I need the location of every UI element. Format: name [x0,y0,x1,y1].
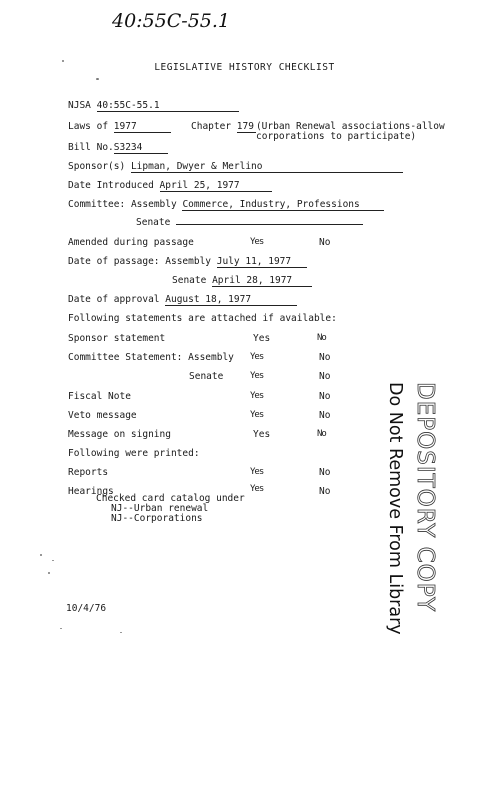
sponsors-value: Lipman, Dwyer & Merlino [131,162,403,173]
message-on-signing-yes: Yes [253,429,271,440]
message-on-signing-label: Message on signing [68,429,171,440]
veto-message-yes: Yes [250,410,264,420]
chapter-description: (Urban Renewal associations-allow [255,121,445,132]
njsa-row [68,101,239,112]
scan-speck [120,632,122,633]
committee-statement-assembly-no: No [319,352,331,363]
amended-label: Amended during passage [68,237,194,248]
following-attached-heading: Following statements are attached if available: [68,313,337,324]
date-introduced-row [68,181,272,192]
passage-assembly-label: Assembly [165,256,212,267]
date-introduced-value: April 25, 1977 [160,181,272,192]
passage-label: Date of passage: [68,256,160,267]
committee-assembly-value: Commerce, Industry, Professions [182,200,384,211]
passage-senate-value: April 28, 1977 [212,276,312,287]
scan-speck [52,560,54,561]
approval-label: Date of approval [68,294,160,305]
handwritten-citation: 40:55C-55.1 [112,10,231,32]
chapter-number: 179 [236,121,254,132]
reports-label: Reports [68,467,109,478]
committee-statement-senate-yes: Yes [250,371,264,381]
njsa-label: NJSA [68,100,91,111]
bill-row [68,143,168,154]
scan-speck [60,628,62,629]
chapter-description-2: corporations to participate) [256,131,417,142]
document-title: LEGISLATIVE HISTORY CHECKLIST [154,62,335,73]
sponsors-label: Sponsor(s) [68,161,126,172]
hearings-no: No [319,486,331,497]
sponsor-statement-yes: Yes [253,333,271,344]
committee-statement-senate-no: No [319,371,331,382]
amended-no: No [319,237,331,248]
catalog-note-line-3: NJ--Corporations [111,513,203,524]
committee-statement-label: Committee Statement: [68,352,183,363]
committee-statement-assembly-label: Assembly [188,352,234,363]
committee-statement-assembly-yes: Yes [250,352,264,362]
laws-of-row [68,122,171,133]
following-printed-heading: Following were printed: [68,448,200,459]
committee-label: Committee: [68,199,126,210]
approval-row [68,295,297,306]
committee-assembly-label: Assembly [130,199,177,210]
catalog-note-line-1: Checked card catalog under [96,493,245,504]
date-introduced-label: Date Introduced [68,180,154,191]
footer-date: 10/4/76 [66,603,107,614]
scan-speck [48,572,50,574]
committee-senate-row [136,218,363,228]
laws-of-label: Laws of [68,121,109,132]
sponsor-statement-label: Sponsor statement [68,333,166,344]
reports-yes: Yes [250,467,264,477]
laws-of-value: 1977 [114,122,171,133]
committee-assembly-row [68,200,384,211]
committee-senate-label: Senate [136,217,171,228]
passage-senate-row [172,276,312,287]
fiscal-note-no: No [319,391,331,402]
fiscal-note-yes: Yes [250,391,264,401]
message-on-signing-no: No [317,429,326,439]
veto-message-no: No [319,410,331,421]
scan-speck [96,78,99,80]
depository-copy-stamp: DEPOSITORY COPY [412,382,438,613]
bill-label: Bill No. [68,142,114,153]
sponsor-statement-no: No [317,333,326,343]
passage-assembly-value: July 11, 1977 [217,257,307,268]
chapter-label: Chapter [191,121,232,132]
hearings-yes: Yes [250,484,264,494]
committee-statement-senate-label: Senate [189,371,224,382]
hearings-label: Hearings [68,486,114,497]
scan-speck [40,554,42,556]
library-stamp-text: Do Not Remove From Library [385,382,405,635]
scan-speck [62,60,64,62]
committee-senate-value [176,224,363,225]
catalog-note-line-2: NJ--Urban renewal [111,503,209,514]
passage-senate-label: Senate [172,275,207,286]
bill-value: S3234 [114,143,168,154]
njsa-value: 40:55C-55.1 [97,101,239,112]
amended-yes: Yes [250,237,264,247]
reports-no: No [319,467,331,478]
fiscal-note-label: Fiscal Note [68,391,131,402]
passage-assembly-row [68,257,307,268]
committee-statement-row [68,353,234,363]
sponsors-row [68,162,403,173]
approval-value: August 18, 1977 [165,295,297,306]
veto-message-label: Veto message [68,410,137,421]
